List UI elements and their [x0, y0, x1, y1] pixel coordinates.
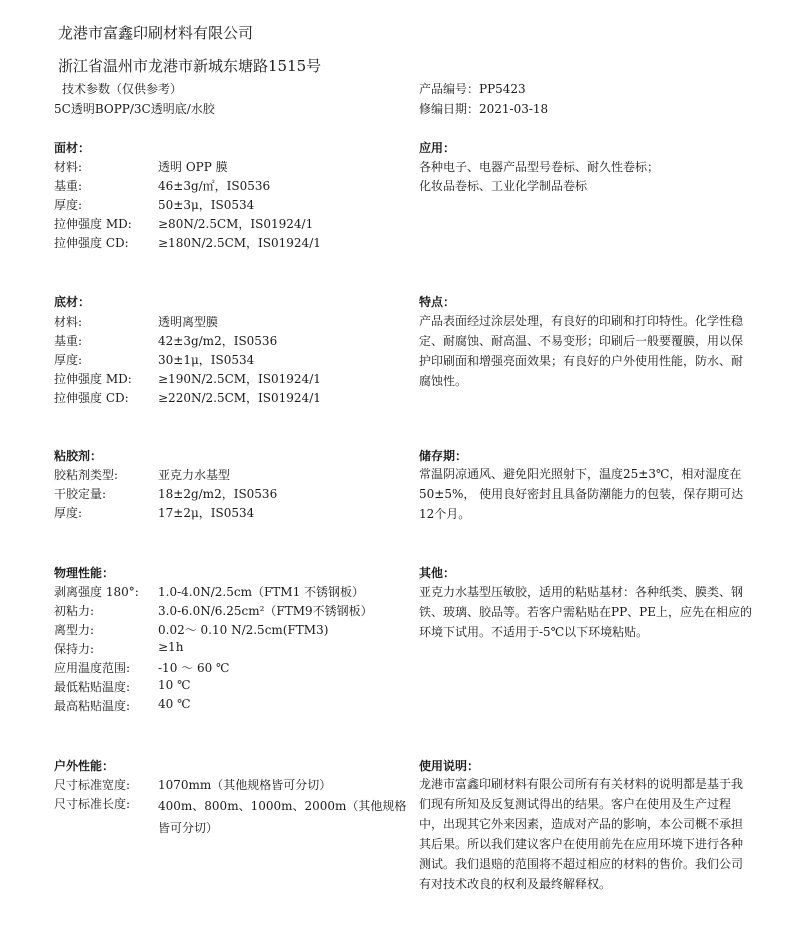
spec-value: -10 ～ 60 ℃ — [158, 661, 230, 675]
spec-label: 拉伸强度 MD: — [54, 217, 132, 231]
revision-date: 修编日期：2021-03-18 — [419, 102, 549, 116]
spec-label: 剥离强度 180°: — [54, 585, 139, 599]
spec-value: 30±1μ，IS0534 — [158, 353, 255, 367]
spec-value: 40 ℃ — [158, 697, 191, 711]
storage-text: 常温阴凉通风、避免阳光照射下，温度25±3℃，相对湿度在50±5%， 使用良好密封且具备防潮能力的包装，保存期可达12个月。 — [419, 467, 744, 521]
spec-label: 基重: — [54, 334, 83, 348]
spec-value: 0.02～ 0.10 N/2.5cm(FTM3) — [158, 623, 329, 637]
spec-label: 保持力: — [54, 642, 95, 656]
spec-label: 拉伸强度 MD: — [54, 372, 132, 386]
spec-row — [54, 504, 255, 521]
spec-row — [54, 158, 228, 175]
outdoor-title: 户外性能： — [54, 759, 115, 773]
spec-value: 透明 OPP 膜 — [158, 160, 228, 174]
spec-row — [54, 678, 191, 695]
spec-label: 尺寸标准宽度: — [54, 778, 131, 792]
spec-value: 18±2g/m2，IS0536 — [158, 487, 278, 501]
spec-label: 拉伸强度 CD: — [54, 236, 129, 250]
application-title: 应用： — [419, 141, 456, 155]
face-material-title: 面材： — [54, 141, 91, 155]
spec-label: 最高粘贴温度: — [54, 699, 131, 713]
spec-row — [54, 640, 184, 657]
spec-value: ≥80N/2.5CM，IS01924/1 — [158, 217, 314, 231]
application-line: 各种电子、电器产品型号卷标、耐久性卷标； — [419, 160, 660, 174]
spec-row — [54, 196, 255, 213]
spec-value: 1070mm（其他规格皆可分切） — [158, 778, 332, 792]
spec-value: ≥1h — [158, 640, 184, 654]
spec-label: 尺寸标准长度: — [54, 797, 131, 811]
company-address: 浙江省温州市龙港市新城东塘路1515号 — [58, 57, 322, 75]
spec-value: 10 ℃ — [158, 678, 191, 692]
physical-title: 物理性能： — [54, 566, 115, 580]
spec-label: 厚度: — [54, 506, 83, 520]
spec-row — [54, 659, 230, 676]
instructions-text: 龙港市富鑫印刷材料有限公司所有有关材料的说明都是基于我们现有所知及反复测试得出的结果。客户在使用及生产过程中，出现其它外来因素，造成对产品的影响，本公司概不承担其后果。所以我们建议客户在使用前先在应用环境下进行各种测试。我们退赔的范围将不超过相应的材料的售价。我们公司有对技术改良的权利及最终解释权。 — [419, 777, 744, 891]
spec-row — [54, 234, 321, 251]
storage-title: 储存期： — [419, 449, 468, 463]
spec-row — [54, 370, 321, 387]
spec-value: 3.0-6.0N/6.25cm²（FTM9不锈钢板） — [158, 604, 373, 618]
features-text: 产品表面经过涂层处理，有良好的印刷和打印特性。化学性稳定、耐腐蚀、耐高温、不易变形；印刷后一般要覆膜，用以保护印刷面和增强亮面效果；有良好的户外使用性能，防水、耐腐蚀性。 — [419, 314, 744, 388]
spec-row — [54, 351, 255, 368]
spec-label: 材料: — [54, 160, 83, 174]
spec-label: 初粘力: — [54, 604, 95, 618]
spec-label: 厚度: — [54, 198, 83, 212]
spec-label: 厚度: — [54, 353, 83, 367]
spec-label: 材料: — [54, 315, 83, 329]
spec-row — [54, 466, 231, 483]
spec-value: 透明离型膜 — [158, 315, 219, 329]
spec-row — [54, 621, 329, 638]
spec-value: 亚克力水基型 — [158, 468, 231, 482]
spec-value: ≥190N/2.5CM，IS01924/1 — [158, 372, 321, 386]
spec-row — [54, 583, 365, 600]
spec-row — [54, 332, 278, 349]
company-name: 龙港市富鑫印刷材料有限公司 — [58, 24, 254, 42]
spec-row — [54, 215, 314, 232]
spec-row — [54, 313, 219, 330]
other-text: 亚克力水基型压敏胶，适用的粘贴基材：各种纸类、膜类、钢铁、玻璃、胶品等。若客户需粘贴在PP、PE上，应先在相应的环境下试用。不适用于-5℃以下环境粘贴。 — [419, 585, 752, 639]
spec-row — [54, 485, 278, 502]
product-description: 5C透明BOPP/3C透明底/水胶 — [54, 102, 215, 116]
spec-value: 400m、800m、1000m、2000m（其他规格皆可分切） — [158, 799, 407, 835]
spec-value: ≥220N/2.5CM，IS01924/1 — [158, 391, 321, 405]
instructions-title: 使用说明： — [419, 759, 480, 773]
spec-row — [54, 602, 373, 619]
spec-label: 干胶定量: — [54, 487, 107, 501]
spec-label: 基重: — [54, 179, 83, 193]
tech-params-note: 技术参数（仅供参考） — [62, 82, 183, 96]
spec-label: 应用温度范围: — [54, 661, 131, 675]
product-code: 产品编号：PP5423 — [419, 82, 526, 96]
spec-value: 1.0-4.0N/2.5cm（FTM1 不锈钢板） — [158, 585, 365, 599]
spec-row — [54, 697, 191, 714]
spec-value: 46±3g/㎡，IS0536 — [158, 179, 271, 193]
spec-row — [54, 389, 321, 406]
spec-value: 50±3μ，IS0534 — [158, 198, 255, 212]
adhesive-title: 粘胶剂： — [54, 449, 103, 463]
liner-title: 底材： — [54, 295, 91, 309]
application-line: 化妆品卷标、工业化学制品卷标 — [419, 179, 588, 193]
spec-value: ≥180N/2.5CM，IS01924/1 — [158, 236, 321, 250]
features-title: 特点： — [419, 295, 456, 309]
spec-value: 42±3g/m2，IS0536 — [158, 334, 278, 348]
spec-row — [54, 795, 410, 835]
spec-label: 胶粘剂类型: — [54, 468, 119, 482]
spec-label: 拉伸强度 CD: — [54, 391, 129, 405]
spec-label: 最低粘贴温度: — [54, 680, 131, 694]
spec-row — [54, 776, 332, 793]
spec-value: 17±2μ，IS0534 — [158, 506, 255, 520]
other-title: 其他： — [419, 566, 456, 580]
spec-row — [54, 177, 271, 194]
spec-label: 离型力: — [54, 623, 95, 637]
